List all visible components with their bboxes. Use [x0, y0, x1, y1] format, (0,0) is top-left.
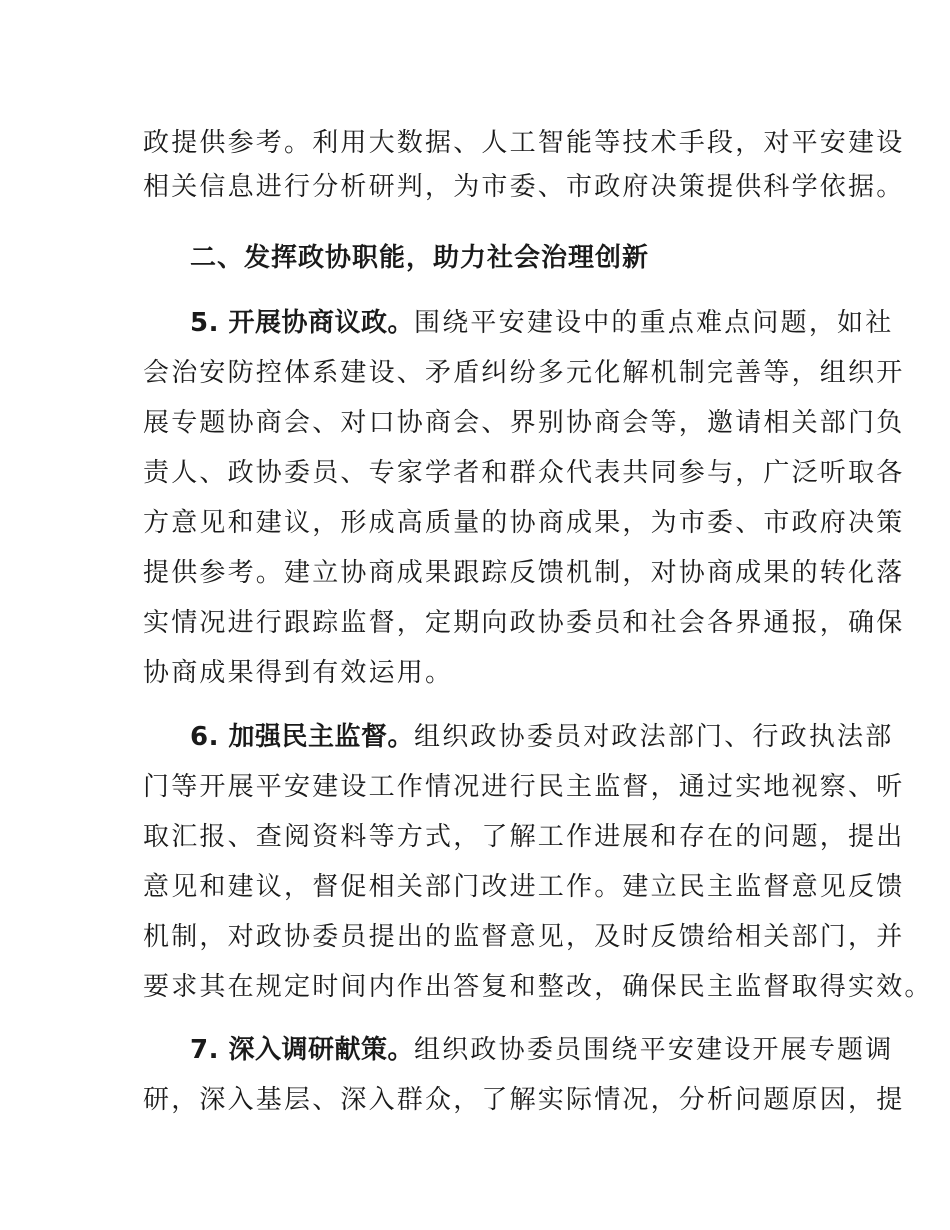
paragraph-line: 取汇报、查阅资料等方式，了解工作进展和存在的问题，提出	[143, 822, 905, 852]
section-heading: 二、发挥政协职能，助力社会治理创新	[190, 243, 650, 273]
paragraph-text: 围绕平安建设中的重点难点问题，如社	[414, 308, 894, 338]
paragraph-line: 会治安防控体系建设、矛盾纠纷多元化解机制完善等，组织开	[143, 358, 905, 388]
paragraph-line: 展专题协商会、对口协商会、界别协商会等，邀请相关部门负	[143, 408, 905, 438]
paragraph-first-line	[143, 715, 894, 759]
paragraph-line: 协商成果得到有效运用。	[143, 658, 454, 688]
paragraph-line: 门等开展平安建设工作情况进行民主监督，通过实地视察、听	[143, 772, 905, 802]
paragraph-line: 机制，对政协委员提出的监督意见，及时反馈给相关部门，并	[143, 922, 905, 952]
item-lead: 7. 深入调研献策。	[190, 1035, 415, 1065]
item-5-paragraph	[143, 301, 905, 695]
paragraph-line: 意见和建议，督促相关部门改进工作。建立民主监督意见反馈	[143, 872, 905, 902]
item-6-paragraph	[143, 715, 933, 1009]
item-lead: 5. 开展协商议政。	[190, 308, 415, 338]
paragraph-line: 实情况进行跟踪监督，定期向政协委员和社会各界通报，确保	[143, 608, 905, 638]
paragraph-line: 政提供参考。利用大数据、人工智能等技术手段，对平安建设	[143, 128, 905, 158]
item-lead: 6. 加强民主监督。	[190, 722, 415, 752]
paragraph-line: 方意见和建议，形成高质量的协商成果，为市委、市政府决策	[143, 508, 905, 538]
paragraph-line: 研，深入基层、深入群众，了解实际情况，分析问题原因，提	[143, 1085, 905, 1115]
intro-paragraph	[143, 121, 905, 209]
paragraph-text: 组织政协委员对政法部门、行政执法部	[414, 722, 894, 752]
paragraph-line: 要求其在规定时间内作出答复和整改，确保民主监督取得实效。	[143, 972, 933, 1002]
paragraph-line: 责人、政协委员、专家学者和群众代表共同参与，广泛听取各	[143, 458, 905, 488]
item-7-paragraph	[143, 1028, 905, 1122]
paragraph-line: 提供参考。建立协商成果跟踪反馈机制，对协商成果的转化落	[143, 558, 905, 588]
paragraph-line: 相关信息进行分析研判，为市委、市政府决策提供科学依据。	[143, 172, 905, 202]
paragraph-first-line	[143, 1028, 894, 1072]
paragraph-text: 组织政协委员围绕平安建设开展专题调	[414, 1035, 894, 1065]
paragraph-first-line	[143, 301, 894, 345]
